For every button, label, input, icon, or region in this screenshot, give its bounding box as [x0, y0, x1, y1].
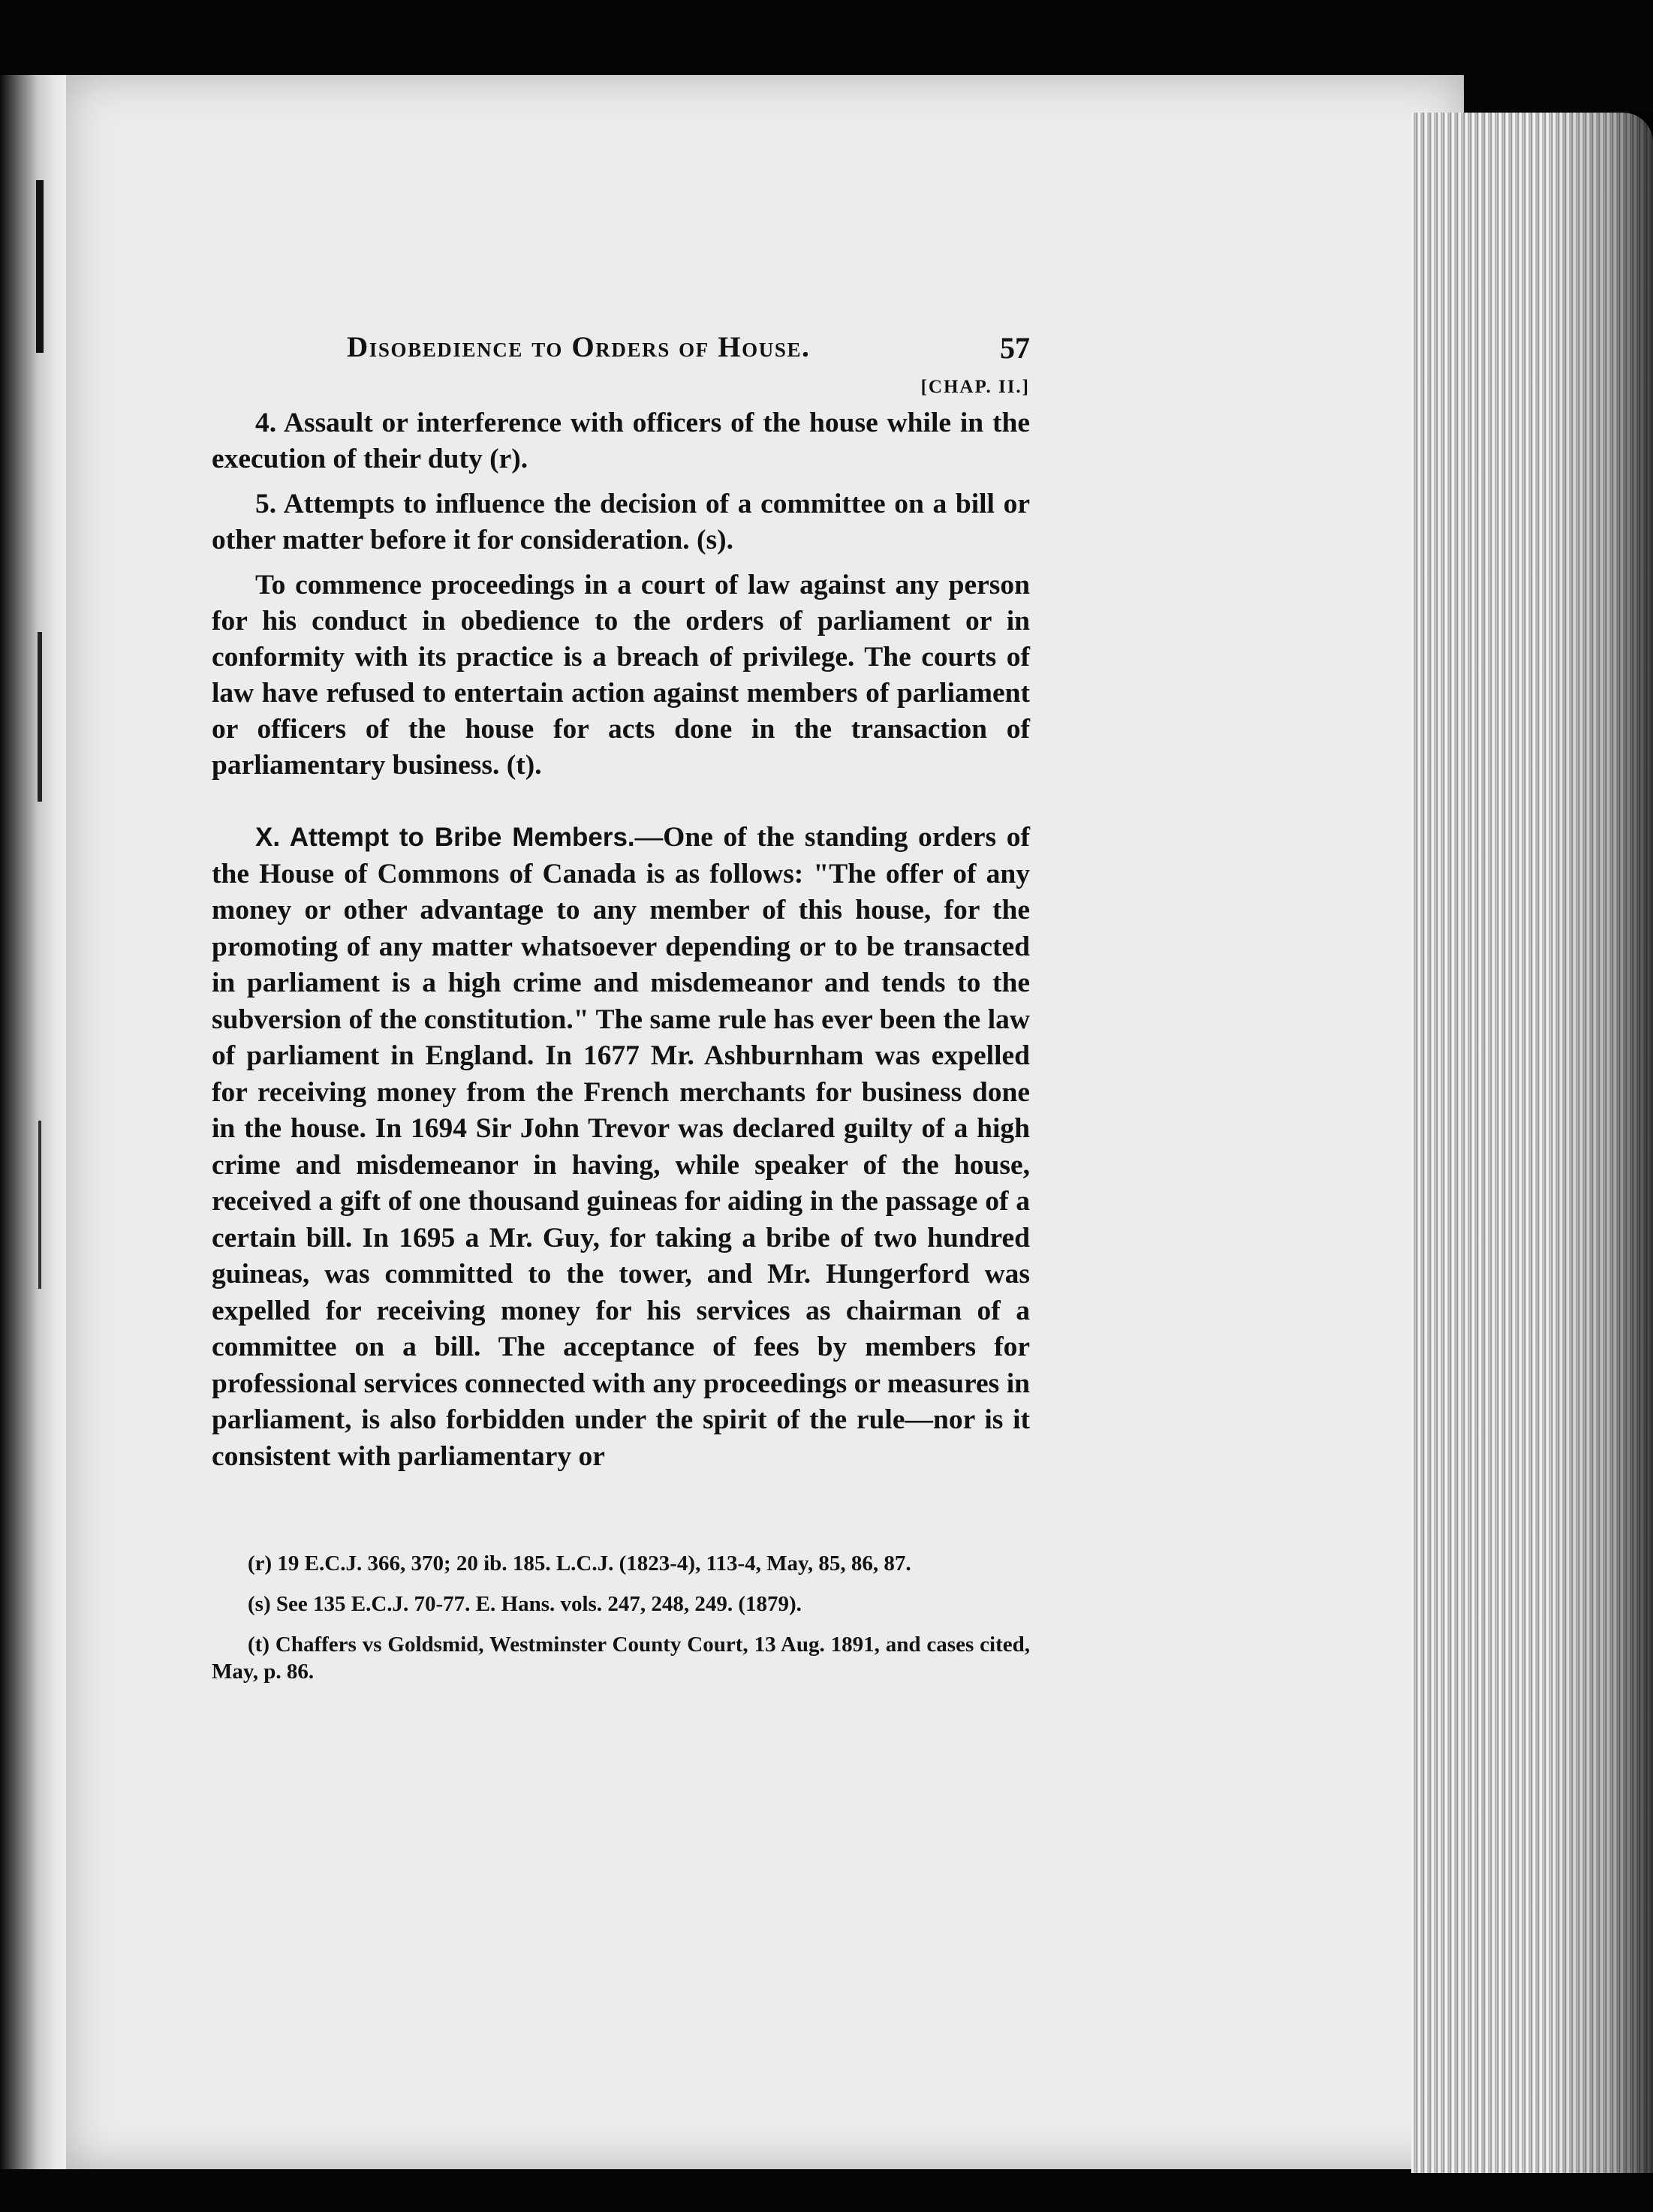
page-stack-edge	[1411, 113, 1653, 2173]
running-head: Disobedience to Orders of House.	[347, 331, 811, 363]
chapter-marker: [CHAP. II.]	[920, 377, 1030, 397]
section-paragraph	[212, 820, 1030, 1475]
left-page-edge	[0, 75, 69, 2169]
page-number: 57	[1000, 331, 1030, 365]
footnote-t: (t) Chaffers vs Goldsmid, Westminster County Court, 13 Aug. 1891, and cases cited, May, p. 86.	[212, 1633, 1030, 1684]
paragraph-5: 5. Attempts to influence the decision of a committee on a bill or other matter before it for consideration. (s).	[212, 489, 1030, 555]
footnote-r: (r) 19 E.C.J. 366, 370; 20 ib. 185. L.C.J. (1823-4), 113-4, May, 85, 86, 87.	[248, 1551, 911, 1575]
page-header	[212, 330, 1030, 374]
section-bribery	[212, 820, 1030, 1475]
paragraph-proceedings: To commence proceedings in a court of law against any person for his conduct in obedience to the orders of parliament or in conformity with its practice is a breach of privilege. The courts of law have refused to entertain action against members of parliament or officers of the house for acts done in the transaction of parliamentary business. (t).	[212, 570, 1030, 781]
footnote-s: (s) See 135 E.C.J. 70-77. E. Hans. vols. 247, 248, 249. (1879).	[248, 1592, 802, 1616]
page-content	[212, 330, 1030, 1699]
footnotes	[212, 1550, 1030, 1685]
section-text: —One of the standing orders of the House of Commons of Canada is as follows: "The offer of any money or other advantage to any member of this house, for the promoting of any matter whatsoever depending or to be transacted in parliament is a high crime and misdemeanor and tends to the subversion of the constitution." The same rule has ever been the law of parliament in England. In 1677 Mr. Ashburnham was expelled for receiving money from the French merchants for business done in the house. In 1694 Sir John Trevor was declared guilty of a high crime and misdemeanor in having, while speaker of the house, received a gift of one thousand guineas for aiding in the passage of a certain bill. In 1695 a Mr. Guy, for taking a bribe of two hundred guineas, was committed to the tower, and Mr. Hungerford was expelled for receiving money for his services as chairman of a committee on a bill. The acceptance of fees by members for professional services connected with any proceedings or measures in parliament, is also forbidden under the spirit of the rule—nor is it consistent with parliamentary or	[212, 822, 1030, 1472]
paragraph-4: 4. Assault or interference with officers of the house while in the execution of their duty (r).	[212, 408, 1030, 474]
section-heading: X. Attempt to Bribe Members.	[255, 823, 635, 852]
